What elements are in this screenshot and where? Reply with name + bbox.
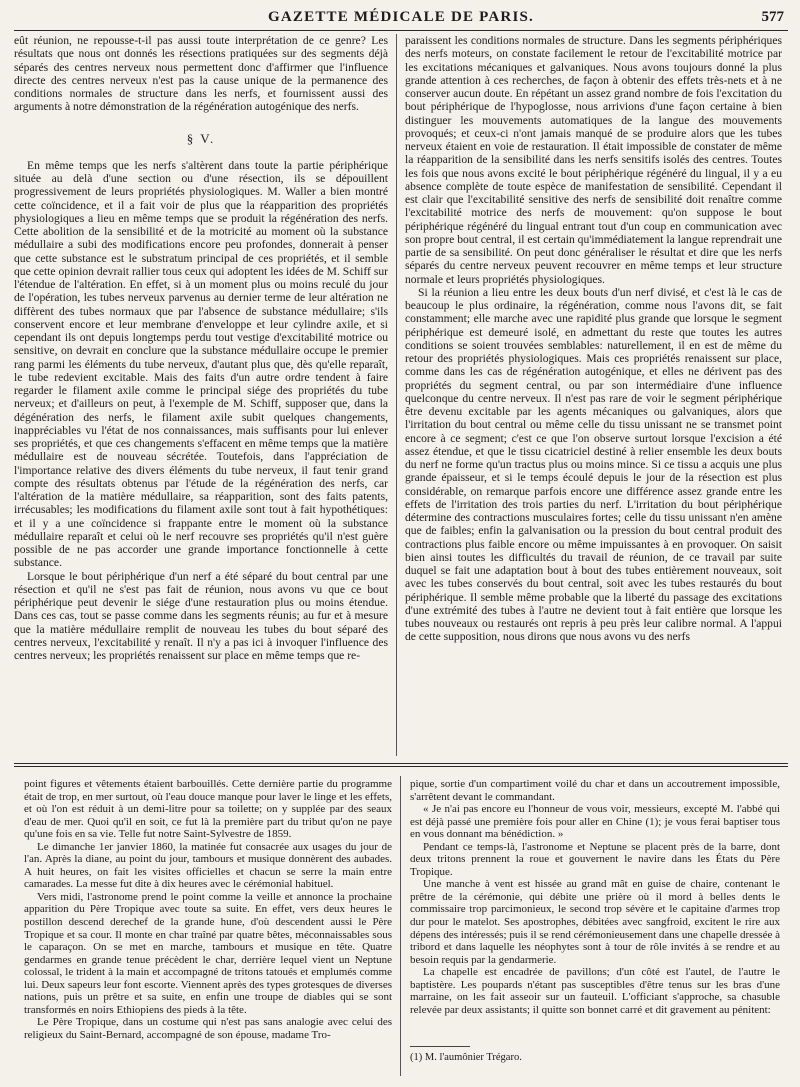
paragraph: paraissent les conditions normales de structure. Dans les segments périphériques des nerfs moteurs, on constate facilement le retour de l'excitabilité motrice par les excitations mécaniques et galvaniques. Nous avons toujours donné la plus grande attention à ces recherches, de façon à obtenir des effets très-nets et à ne conserver aucun doute. En répétant un assez grand nombre de fois l'excitation du bout périphérique de l'hypoglosse, nous arrivions d'une façon certaine à bien distinguer les mouvements automatiques de la langue des mouvements provoqués; et ceux-ci n'ont jamais manqué de se produire alors que les tubes nerveux étaient en voie de restauration. Il était impossible de constater de même la réapparition de la sensibilité dans les nerfs sensitifs isolés des centres. Toutes les fois que nous avons excité le bout périphérique régénéré du lingual, il y a eu absence complète de toute espèce de manifestation de sensibilité. Cependant il est clair que l'excitabilité sensitive des nerfs de sensibilité doit renaître comme l'excitabilité motrice des nerfs de mouvement: qu'on suppose le bout périphérique régénéré du lingual entrant tout d'un coup en communication avec son propre bout central, il est certain qu'immédiatement la langue reprendrait une partie de sa sensibilité. On peut donc généraliser le résultat et dire que les nerfs séparés du centre nerveux peuvent recouvrer en même temps et leur structure normale et leurs propriétés physiologiques. [405,34,782,286]
running-header [14,6,788,31]
footnote-rule [410,1046,470,1047]
article-column-right [405,34,782,754]
feuilleton-column-left [24,778,392,1078]
article-column-left [14,34,388,754]
paragraph: Vers midi, l'astronome prend le point comme la veille et annonce la prochaine apparition du Père Tropique avec toute sa suite. En effet, vers deux heures le postillon descend derechef de la grande hune, d'où descendent aussi le Père Tropique et sa cour. Il monte en char traîné par quatre bêtes, méconnaissables sous le caparaçon. On se met en marche, tambours et musique en tête. Quatre gendarmes en grande tenue précèdent le char, derrière lequel vient un Neptune colossal, le trident à la main et accompagné de tritons tatoués et emplumés comme lui. Deux sapeurs leur font escorte. Viennent après des types grotesques de diverses nations, puis un prêtre et sa suite, en enfin une troupe de diables qui se sont transformés en noirs Ethiopiens des pieds à la tête. [24,890,392,1016]
paragraph: Le dimanche 1er janvier 1860, la matinée fut consacrée aux usages du jour de l'an. Après la diane, au point du jour, tambours et musique donnèrent des aubades. A huit heures, on fait les visites officielles et chacun se serre la main entre camarades. La messe fut dite à dix heures avec le cérémonial habituel. [24,840,392,891]
paragraph: point figures et vêtements étaient barbouillés. Cette dernière partie du programme était de trop, en mer surtout, où l'eau douce manque pour laver le linge et les effets, et où l'on est réduit à un demi-litre pour sa toilette; on y supplée par des seaux d'eau de mer. Quoi qu'il en soit, ce fut là la première part du tribut qu'on ne paye qu'une fois en sa vie. Telle fut notre Saint-Sylvestre de 1859. [24,778,392,841]
paragraph: Si la réunion a lieu entre les deux bouts d'un nerf divisé, et c'est là le cas de beaucoup le plus ordinaire, la régénération, comme nous l'avons dit, se fait constamment; elle marche avec une rapidité plus grande que lorsque le segment périphérique est demeuré isolé, en admettant du reste que toutes les autres conditions se soient trouvées semblables: naturellement, il en est de même du retour des propriétés physiologiques. Mais ces propriétés renaissent sur place, comme dans les cas de régénération autogénique, et elles ne dérivent pas des propriétés du segment central, ou par son intermédiaire d'une influence quelconque du centre nerveux. Il n'est pas rare de voir le segment périphérique être devenu excitable par les agents mécaniques ou galvaniques, alors que l'irritation du bout central ou même celle du tissu unissant ne se transmet point encore à ce segment; c'est ce que l'on observe surtout lorsque l'excision a été assez étendue, et que le tissu cicatriciel destiné à relier ensemble les deux bouts du nerf ne forme qu'un tractus plus ou moins mince. Si ce tissu a acquis une plus grande épaisseur, et si le temps écoulé depuis le jour de la résection est plus considérable, on remarque parfois encore une différence assez grande entre les effets de l'irritation des trois parties du nerf. L'irritation du bout périphérique détermine des contractions musculaires fortes; celle du tissu unissant n'en amène que de faibles; enfin la galvanisation ou la pression du bout central produit des contractions plus faible encore ou même impuissantes à en provoquer. On saisit bien ainsi toutes les difficultés du travail de réunion, de ce travail par suite duquel se fait une adaptation bout à bout des tubes entièrement nouveaux, soit avec les tubes conservés du bout central, soit avec les tubes restaurés du bout périphérique. Il semble même probable que la liberté du passage des excitations d'une extrémité des tubes à l'autre ne devient tout à fait entière que lorsque les tubes nouveaux ou restaurés ont repris à peu près leur calibre normal. A l'appui de cette supposition, nous dirons que nous avons vu des nerfs [405,285,782,644]
paragraph: pique, sortie d'un compartiment voilé du char et dans un accoutrement impossible, s'arrêtent devant le commandant. [410,778,780,803]
paragraph: La chapelle est encadrée de pavillons; d'un côté est l'autel, de l'autre le baptistère. Les poupards n'étant pas susceptibles d'être tenus sur les bras d'une marraine, on les fait asseoir sur un fauteuil. L'officiant s'approche, sa chasuble relevée par deux assistants; il quitte son bonnet carré et dit gravement au pénitent: [410,966,780,1016]
column-divider [400,776,401,1076]
section-heading: § V. [186,130,216,146]
column-divider [396,34,397,756]
page-number: 577 [761,9,784,25]
feuilleton-column-right [410,778,780,1028]
paragraph: Le Père Tropique, dans un costume qui n'est pas sans analogie avec celui des religieux du Saint-Bernard, accompagné de son épouse, madame Tro- [24,1016,392,1041]
footnote: (1) M. l'aumônier Trégaro. [410,1052,522,1063]
paragraph: Pendant ce temps-là, l'astronome et Neptune se placent près de la barre, dont deux tritons prennent la roue et gouvernent le navire dans les États du Père Tropique. [410,840,780,878]
paragraph: « Je n'ai pas encore eu l'honneur de vous voir, messieurs, excepté M. l'abbé qui est déjà passé une première fois pour aller en Chine (1); je vous ferai baptiser tous en vous donnant ma bénédiction. » [410,803,780,841]
paragraph: eût réunion, ne repousse-t-il pas aussi toute interprétation de ce genre? Les résultats que nous ont donnés les résections pratiquées sur des segments déjà séparés des centres nerveux nous permettent donc d'affirmer que l'influence directe des centres nerveux n'est pas la cause unique de la permanence des conditions normales de structure dans les nerfs, et fournissent aussi des arguments à notre démonstration de la régénération autogénique des nerfs. [14,34,388,114]
feuilleton-divider [14,763,788,767]
paragraph: Lorsque le bout périphérique d'un nerf a été séparé du bout central par une résection et qu'il ne s'est pas fait de réunion, nous avons vu que ce bout périphérique peut devenir le siége d'une restauration plus ou moins étendue. Dans ces cas, tout se passe comme dans les segments réunis; au fur et à mesure que la matière médullaire remplit de nouveau les tubes du bout séparé des centres nerveux, l'excitabilité y renaît. Il n'y a pas ici à invoquer l'influence des centres nerveux; les propriétés renaissent sur place en même temps que re- [14,569,388,662]
journal-title: GAZETTE MÉDICALE DE PARIS. [268,9,534,25]
paragraph: En même temps que les nerfs s'altèrent dans toute la partie périphérique située au delà d'une section ou d'une résection, ils se dépouillent progressivement de leurs propriétés physiologiques. M. Waller a bien montré cette coïncidence, et il a fait voir de plus que la réapparition des propriétés physiologiques a lieu en même temps que se produit la régénération des nerfs. Cette abolition de la sensibilité et de la motricité au moment où la substance médullaire a subi des modifications encore peu profondes, donnerait à penser que cette substance est le substratum principal de ces propriétés, et il semble que cette opinion devrait rallier tous ceux qui adoptent les idées de M. Schiff sur l'étendue de l'altération. En effet, si à un moment plus ou moins reculé du jour de l'opération, les tubes nerveux parvenus au dernier terme de leur altération ne diffèrent des tubes normaux que par l'absence de substance médullaire; s'ils conservent encore et leur membrane d'enveloppe et leur cylindre axile, et si cependant ils ont depuis longtemps perdu tout vestige d'excitabilité motrice ou sensitive, on devrait en conclure que la substance médullaire occupe le premier rang parmi les éléments du tube nerveux, d'autant plus que, dès qu'elle reparaît, le tube redevient excitable. Mais des faits d'un autre ordre tendent à faire regarder le filament axile comme le principal siége des propriétés du tube nerveux; et d'ailleurs on peut, à l'exemple de M. Schiff, supposer que, dans la dégénération des nerfs, le filament axile subit quelques changements, inappréciables vu l'état de nos connaissances, mais suffisants pour lui enlever ses propriétés, et que ces changements s'effacent en même temps que la matière médullaire est de nouveau sécrétée. Toutefois, dans l'appréciation de l'importance relative des divers éléments du tube nerveux, il faut tenir grand compte des résultats obtenus par l'étude de la régénération des nerfs, car l'altération de la matière médullaire, sa réapparition, sont des faits patents, irrécusables; les modifications du filament axile sont tout à fait hypothétiques: et il y a une coïncidence si frappante entre le moment où la substance médullaire reparaît et celui où le nerf recouvre ses propriétés qu'il n'est guère possible de ne pas accorder une grande importance fonctionnelle à cette substance. [14,158,388,570]
paragraph: Une manche à vent est hissée au grand mât en guise de chaire, contenant le prêtre de la cérémonie, qui débite une prière où il mord à belles dents le commissaire trop parcimonieux, le second trop sévère et le capitaine d'armes trop dur pour le matelot. Ses apostrophes, débitées avec sangfroid, excitent le rire aux dépens des intéressés; puis il se rend cérémonieusement dans une chapelle dressée à tribord et dans laquelle les néophytes sont à tour de rôle invités à se rendre et au besoin requis par la gendarmerie. [410,878,780,966]
